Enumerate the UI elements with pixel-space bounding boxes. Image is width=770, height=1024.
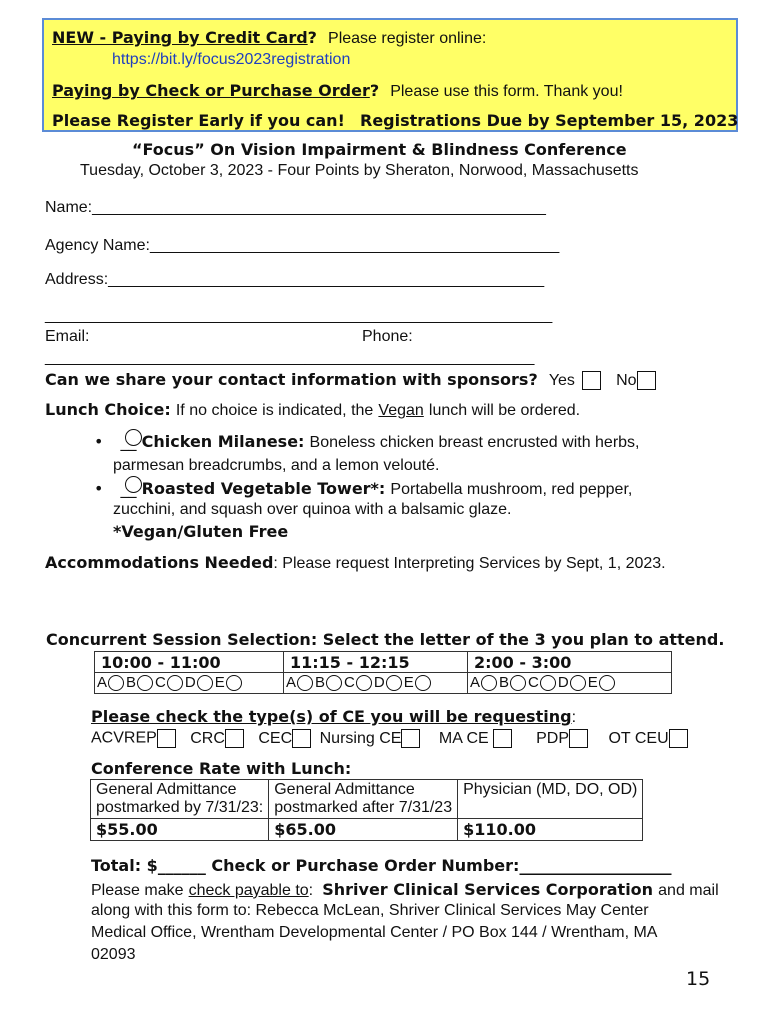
total-line[interactable]: Total: $______ Check or Purchase Order Number:___________________ <box>91 856 672 875</box>
rate-early-line2: postmarked by 7/31/23: <box>96 799 264 816</box>
vegetable-desc-2: zucchini, and squash over quinoa with a balsamic glaze. <box>113 501 512 518</box>
address-field[interactable]: Address:_________________________________________________ <box>45 271 545 288</box>
lunch-choice-row <box>45 400 580 420</box>
chicken-desc-2: parmesan breadcrumbs, and a lemon velouté. <box>113 457 440 474</box>
rate-late-header <box>269 780 458 819</box>
payment-line-3: Medical Office, Wrentham Developmental Center / PO Box 144 / Wrentham, MA <box>91 924 658 941</box>
option-circle-icon[interactable] <box>356 675 372 691</box>
option-circle-icon[interactable] <box>570 675 586 691</box>
price-physician: $110.00 <box>458 819 643 841</box>
ce-crc-checkbox[interactable] <box>225 729 244 748</box>
check-heading: Paying by Check or Purchase Order <box>52 81 370 100</box>
credit-card-line <box>52 28 486 48</box>
session-3-option-d[interactable]: D <box>558 674 587 691</box>
session-time-row <box>95 652 672 673</box>
option-circle-icon[interactable] <box>599 675 615 691</box>
vegetable-select[interactable] <box>121 479 142 498</box>
session-1-option-c[interactable]: C <box>155 674 184 691</box>
address-line-2[interactable]: _________________________________________________________ <box>45 307 553 324</box>
lunch-note-pre: If no choice is indicated, the <box>175 402 374 419</box>
share-contact-question: Can we share your contact information with sponsors? <box>45 370 538 389</box>
email-phone-line[interactable]: _______________________________________________________ <box>45 349 535 366</box>
session-heading: Concurrent Session Selection: Select the letter of the 3 you plan to attend. <box>46 630 725 649</box>
rate-physician-header <box>458 780 643 819</box>
chicken-desc-1: Boneless chicken breast encrusted with herbs, <box>309 434 640 451</box>
session-time-3: 2:00 - 3:00 <box>468 652 672 673</box>
ce-cec-label: CEC <box>258 729 293 747</box>
rate-early-line1: General Admittance <box>96 781 237 798</box>
name-field[interactable]: Name:___________________________________________________ <box>45 199 546 216</box>
payment-post: and mail <box>658 882 719 899</box>
yes-checkbox[interactable] <box>582 371 601 390</box>
session-3-option-a[interactable]: A <box>470 674 498 691</box>
ce-types-row <box>91 729 688 748</box>
session-1-options <box>95 673 284 694</box>
option-circle-icon[interactable] <box>297 675 313 691</box>
rate-table <box>90 779 643 841</box>
credit-card-instruction: Please register online: <box>328 30 487 47</box>
vegetable-blank: __ <box>120 479 137 498</box>
price-late: $65.00 <box>269 819 458 841</box>
vegetable-desc-1: Portabella mushroom, red pepper, <box>390 481 633 498</box>
vegetable-radio-icon[interactable] <box>125 476 142 493</box>
vegan-note: *Vegan/Gluten Free <box>113 522 289 541</box>
ce-ot-label: OT CEU <box>608 729 669 747</box>
ce-pdp-label: PDP <box>536 729 570 747</box>
option-circle-icon[interactable] <box>386 675 402 691</box>
ce-heading-row <box>91 707 576 727</box>
ce-colon: : <box>571 709 577 726</box>
ce-acvrep-checkbox[interactable] <box>157 729 176 748</box>
payee: Shriver Clinical Services Corporation <box>322 880 654 899</box>
rate-heading: Conference Rate with Lunch: <box>91 759 352 778</box>
ce-cec-checkbox[interactable] <box>292 729 311 748</box>
agency-field[interactable]: Agency Name:______________________________________________ <box>45 237 560 254</box>
session-2-option-c[interactable]: C <box>344 674 373 691</box>
option-circle-icon[interactable] <box>197 675 213 691</box>
chicken-blank: __ <box>120 432 137 451</box>
accommodations-row <box>45 553 666 573</box>
option-circle-icon[interactable] <box>415 675 431 691</box>
no-checkbox[interactable] <box>637 371 656 390</box>
ce-pdp-checkbox[interactable] <box>569 729 588 748</box>
ce-nursing-checkbox[interactable] <box>401 729 420 748</box>
rate-late-line2: postmarked after 7/31/23 <box>274 799 453 816</box>
check-line <box>52 81 623 101</box>
option-circle-icon[interactable] <box>326 675 342 691</box>
conference-title: “Focus” On Vision Impairment & Blindness Conference <box>132 140 627 159</box>
bullet: • <box>94 479 104 498</box>
registration-link[interactable]: https://bit.ly/focus2023registration <box>112 51 351 68</box>
session-3-option-e[interactable]: E <box>588 674 616 691</box>
payment-line-4: 02093 <box>91 946 136 963</box>
session-1-option-a[interactable]: A <box>97 674 125 691</box>
session-1-option-b[interactable]: B <box>126 674 154 691</box>
chicken-title: Chicken Milanese: <box>141 432 305 451</box>
price-early: $55.00 <box>91 819 269 841</box>
session-time-1: 10:00 - 11:00 <box>95 652 284 673</box>
ce-acvrep-label: ACVREP <box>91 729 157 747</box>
payment-line-1 <box>91 880 719 900</box>
vegetable-option <box>94 479 632 499</box>
option-circle-icon[interactable] <box>137 675 153 691</box>
ce-crc-label: CRC <box>190 729 225 747</box>
registration-due: Registrations Due by September 15, 2023 <box>360 111 739 130</box>
rate-early-header <box>91 780 269 819</box>
email-label: Email: <box>45 328 90 345</box>
session-1-option-e[interactable]: E <box>215 674 243 691</box>
ce-ot-checkbox[interactable] <box>669 729 688 748</box>
chicken-select[interactable] <box>121 432 142 451</box>
session-2-option-d[interactable]: D <box>374 674 403 691</box>
session-2-options <box>284 673 468 694</box>
registration-notice <box>42 18 738 132</box>
chicken-option <box>94 432 640 452</box>
payment-colon: : <box>308 882 314 899</box>
register-early: Please Register Early if you can! <box>52 111 345 130</box>
session-table <box>94 651 672 694</box>
payment-line-2: along with this form to: Rebecca McLean, Shriver Clinical Services May Center <box>91 902 649 919</box>
payment-pre: Please make <box>91 882 184 899</box>
no-label: No <box>616 372 637 389</box>
session-3-option-b[interactable]: B <box>499 674 527 691</box>
ce-nursing-label: Nursing CE <box>319 729 402 747</box>
session-2-option-b[interactable]: B <box>315 674 343 691</box>
lunch-note-vegan: Vegan <box>378 402 424 419</box>
session-2-option-e[interactable]: E <box>404 674 432 691</box>
option-circle-icon[interactable] <box>510 675 526 691</box>
accommodations-text: : Please request Interpreting Services by Sept, 1, 2023. <box>273 555 666 572</box>
rate-late-line1: General Admittance <box>274 781 415 798</box>
credit-card-qmark: ? <box>307 28 317 47</box>
bullet: • <box>94 432 104 451</box>
yes-label: Yes <box>548 372 575 389</box>
ce-heading: Please check the type(s) of CE you will be requesting <box>91 707 572 726</box>
option-circle-icon[interactable] <box>226 675 242 691</box>
phone-label: Phone: <box>362 328 413 345</box>
ce-ma-checkbox[interactable] <box>493 729 512 748</box>
payment-link-text: check payable to <box>188 882 309 899</box>
session-2-option-a[interactable]: A <box>286 674 314 691</box>
accommodations-label: Accommodations Needed <box>45 553 274 572</box>
share-contact-row <box>45 370 656 390</box>
rate-physician-label: Physician (MD, DO, OD) <box>463 781 638 798</box>
session-3-option-c[interactable]: C <box>528 674 557 691</box>
session-3-options <box>468 673 672 694</box>
check-qmark: ? <box>369 81 380 100</box>
session-1-option-d[interactable]: D <box>185 674 214 691</box>
option-circle-icon[interactable] <box>481 675 497 691</box>
option-circle-icon[interactable] <box>167 675 183 691</box>
page-number: 15 <box>686 968 711 990</box>
option-circle-icon[interactable] <box>108 675 124 691</box>
vegetable-title: Roasted Vegetable Tower*: <box>141 479 386 498</box>
chicken-radio-icon[interactable] <box>125 429 142 446</box>
check-instruction: Please use this form. Thank you! <box>390 83 623 100</box>
conference-subtitle: Tuesday, October 3, 2023 - Four Points by Sheraton, Norwood, Massachusetts <box>80 162 639 179</box>
session-letter-row <box>95 673 672 694</box>
option-circle-icon[interactable] <box>540 675 556 691</box>
lunch-note-post: lunch will be ordered. <box>428 402 581 419</box>
ce-ma-label: MA CE <box>438 729 489 747</box>
credit-card-heading: NEW - Paying by Credit Card <box>52 28 308 47</box>
session-time-2: 11:15 - 12:15 <box>284 652 468 673</box>
lunch-choice-label: Lunch Choice: <box>45 400 171 419</box>
